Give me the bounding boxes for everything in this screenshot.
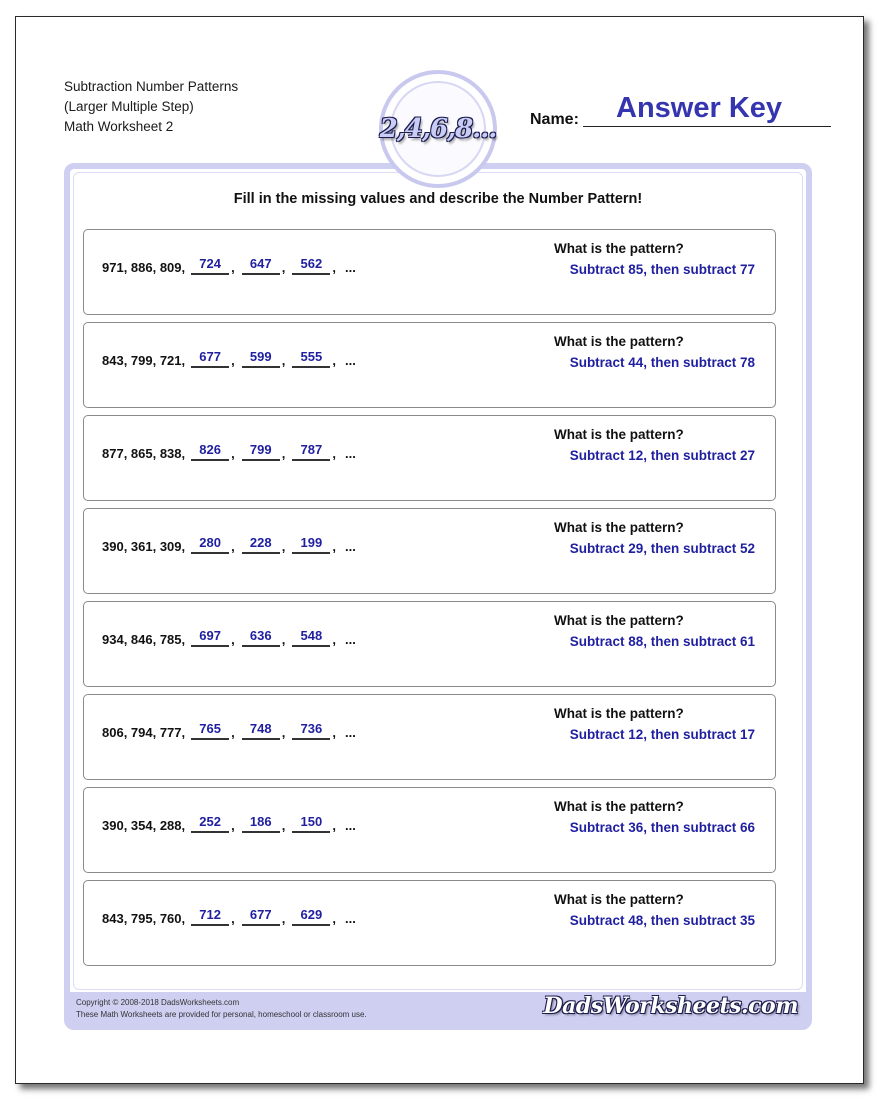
given-values: 390, 354, 288, bbox=[102, 818, 186, 833]
problem-row bbox=[83, 787, 776, 873]
answer-blank[interactable]: 765 bbox=[191, 721, 229, 740]
number-sequence bbox=[102, 442, 356, 461]
sequence-comma: , bbox=[231, 911, 235, 926]
title-line-1: Subtraction Number Patterns bbox=[64, 79, 239, 94]
sequence-comma: , bbox=[332, 446, 337, 461]
sequence-comma: , bbox=[281, 260, 286, 275]
answer-blank[interactable]: 186 bbox=[242, 814, 280, 833]
pattern-question: What is the pattern? bbox=[554, 892, 684, 907]
number-pattern-logo bbox=[379, 70, 497, 188]
sequence-comma: , bbox=[332, 632, 337, 647]
title-line-3: Math Worksheet 2 bbox=[64, 119, 174, 134]
pattern-answer[interactable]: Subtract 36, then subtract 66 bbox=[569, 820, 755, 835]
answer-blank[interactable]: 799 bbox=[242, 442, 280, 461]
answer-blank[interactable]: 280 bbox=[191, 535, 229, 554]
answer-blank[interactable]: 548 bbox=[292, 628, 330, 647]
sequence-comma: , bbox=[332, 260, 337, 275]
given-values: 934, 846, 785, bbox=[102, 632, 186, 647]
pattern-answer[interactable]: Subtract 44, then subtract 78 bbox=[569, 355, 755, 370]
name-line bbox=[583, 126, 831, 127]
number-sequence bbox=[102, 535, 356, 554]
sequence-ellipsis: ... bbox=[345, 725, 356, 740]
sequence-ellipsis: ... bbox=[345, 818, 356, 833]
pattern-question: What is the pattern? bbox=[554, 334, 684, 349]
footer-band bbox=[70, 992, 806, 1024]
given-values: 390, 361, 309, bbox=[102, 539, 186, 554]
answer-blank[interactable]: 748 bbox=[242, 721, 280, 740]
answer-key-label: Answer Key bbox=[616, 92, 783, 124]
sequence-comma: , bbox=[281, 353, 286, 368]
answer-blank[interactable]: 636 bbox=[242, 628, 280, 647]
given-values: 971, 886, 809, bbox=[102, 260, 186, 275]
pattern-question: What is the pattern? bbox=[554, 520, 684, 535]
answer-blank[interactable]: 787 bbox=[292, 442, 330, 461]
sequence-comma: , bbox=[231, 725, 235, 740]
answer-blank[interactable]: 826 bbox=[191, 442, 229, 461]
problem-row bbox=[83, 415, 776, 501]
sequence-comma: , bbox=[281, 911, 286, 926]
given-values: 806, 794, 777, bbox=[102, 725, 186, 740]
sequence-ellipsis: ... bbox=[345, 446, 356, 461]
pattern-answer[interactable]: Subtract 12, then subtract 27 bbox=[569, 448, 755, 463]
number-sequence bbox=[102, 721, 356, 740]
answer-blank[interactable]: 736 bbox=[292, 721, 330, 740]
worksheet-title bbox=[64, 77, 238, 137]
sequence-comma: , bbox=[281, 632, 286, 647]
answer-blank[interactable]: 252 bbox=[191, 814, 229, 833]
sequence-comma: , bbox=[332, 353, 337, 368]
logo-text: 2,4,6,8... bbox=[379, 114, 497, 144]
answer-blank[interactable]: 647 bbox=[242, 256, 280, 275]
answer-blank[interactable]: 555 bbox=[292, 349, 330, 368]
given-values: 877, 865, 838, bbox=[102, 446, 186, 461]
number-sequence bbox=[102, 814, 356, 833]
problem-row bbox=[83, 694, 776, 780]
pattern-answer[interactable]: Subtract 48, then subtract 35 bbox=[569, 913, 755, 928]
sequence-comma: , bbox=[332, 911, 337, 926]
problem-row bbox=[83, 880, 776, 966]
sequence-comma: , bbox=[231, 818, 235, 833]
sequence-comma: , bbox=[231, 260, 235, 275]
pattern-answer[interactable]: Subtract 12, then subtract 17 bbox=[569, 727, 755, 742]
sequence-comma: , bbox=[231, 539, 235, 554]
pattern-answer[interactable]: Subtract 85, then subtract 77 bbox=[569, 262, 755, 277]
instructions: Fill in the missing values and describe the Number Pattern! bbox=[233, 191, 643, 207]
sequence-comma: , bbox=[332, 725, 337, 740]
logo-badge bbox=[379, 81, 497, 177]
answer-blank[interactable]: 712 bbox=[191, 907, 229, 926]
sequence-comma: , bbox=[231, 353, 235, 368]
problem-row bbox=[83, 322, 776, 408]
sequence-comma: , bbox=[332, 818, 337, 833]
answer-blank[interactable]: 677 bbox=[191, 349, 229, 368]
sequence-comma: , bbox=[281, 446, 286, 461]
sequence-comma: , bbox=[332, 539, 337, 554]
pattern-answer[interactable]: Subtract 29, then subtract 52 bbox=[569, 541, 755, 556]
pattern-question: What is the pattern? bbox=[554, 241, 684, 256]
pattern-question: What is the pattern? bbox=[554, 613, 684, 628]
sequence-comma: , bbox=[281, 818, 286, 833]
answer-blank[interactable]: 150 bbox=[292, 814, 330, 833]
problem-row bbox=[83, 508, 776, 594]
title-line-2: (Larger Multiple Step) bbox=[64, 99, 194, 114]
pattern-answer[interactable]: Subtract 88, then subtract 61 bbox=[569, 634, 755, 649]
number-sequence bbox=[102, 349, 356, 368]
answer-blank[interactable]: 677 bbox=[242, 907, 280, 926]
sequence-comma: , bbox=[281, 539, 286, 554]
sequence-comma: , bbox=[281, 725, 286, 740]
answer-blank[interactable]: 697 bbox=[191, 628, 229, 647]
answer-blank[interactable]: 199 bbox=[292, 535, 330, 554]
answer-blank[interactable]: 724 bbox=[191, 256, 229, 275]
usage-note: These Math Worksheets are provided for personal, homeschool or classroom use. bbox=[76, 1010, 367, 1019]
pattern-question: What is the pattern? bbox=[554, 799, 684, 814]
answer-blank[interactable]: 562 bbox=[292, 256, 330, 275]
copyright-text bbox=[76, 997, 367, 1021]
sequence-comma: , bbox=[231, 632, 235, 647]
name-label: Name: bbox=[530, 111, 579, 128]
sequence-ellipsis: ... bbox=[345, 632, 356, 647]
sequence-ellipsis: ... bbox=[345, 539, 356, 554]
sequence-ellipsis: ... bbox=[345, 260, 356, 275]
given-values: 843, 795, 760, bbox=[102, 911, 186, 926]
answer-blank[interactable]: 228 bbox=[242, 535, 280, 554]
sequence-ellipsis: ... bbox=[345, 911, 356, 926]
pattern-question: What is the pattern? bbox=[554, 427, 684, 442]
number-sequence bbox=[102, 628, 356, 647]
sequence-ellipsis: ... bbox=[345, 353, 356, 368]
answer-blank[interactable]: 629 bbox=[292, 907, 330, 926]
problem-row bbox=[83, 601, 776, 687]
problem-row bbox=[83, 229, 776, 315]
pattern-question: What is the pattern? bbox=[554, 706, 684, 721]
number-sequence bbox=[102, 256, 356, 275]
given-values: 843, 799, 721, bbox=[102, 353, 186, 368]
sequence-comma: , bbox=[231, 446, 235, 461]
dadsworksheets-logo: DadsWorksheets.com bbox=[543, 993, 798, 1019]
answer-blank[interactable]: 599 bbox=[242, 349, 280, 368]
number-sequence bbox=[102, 907, 356, 926]
copyright-line: Copyright © 2008-2018 DadsWorksheets.com bbox=[76, 998, 240, 1007]
